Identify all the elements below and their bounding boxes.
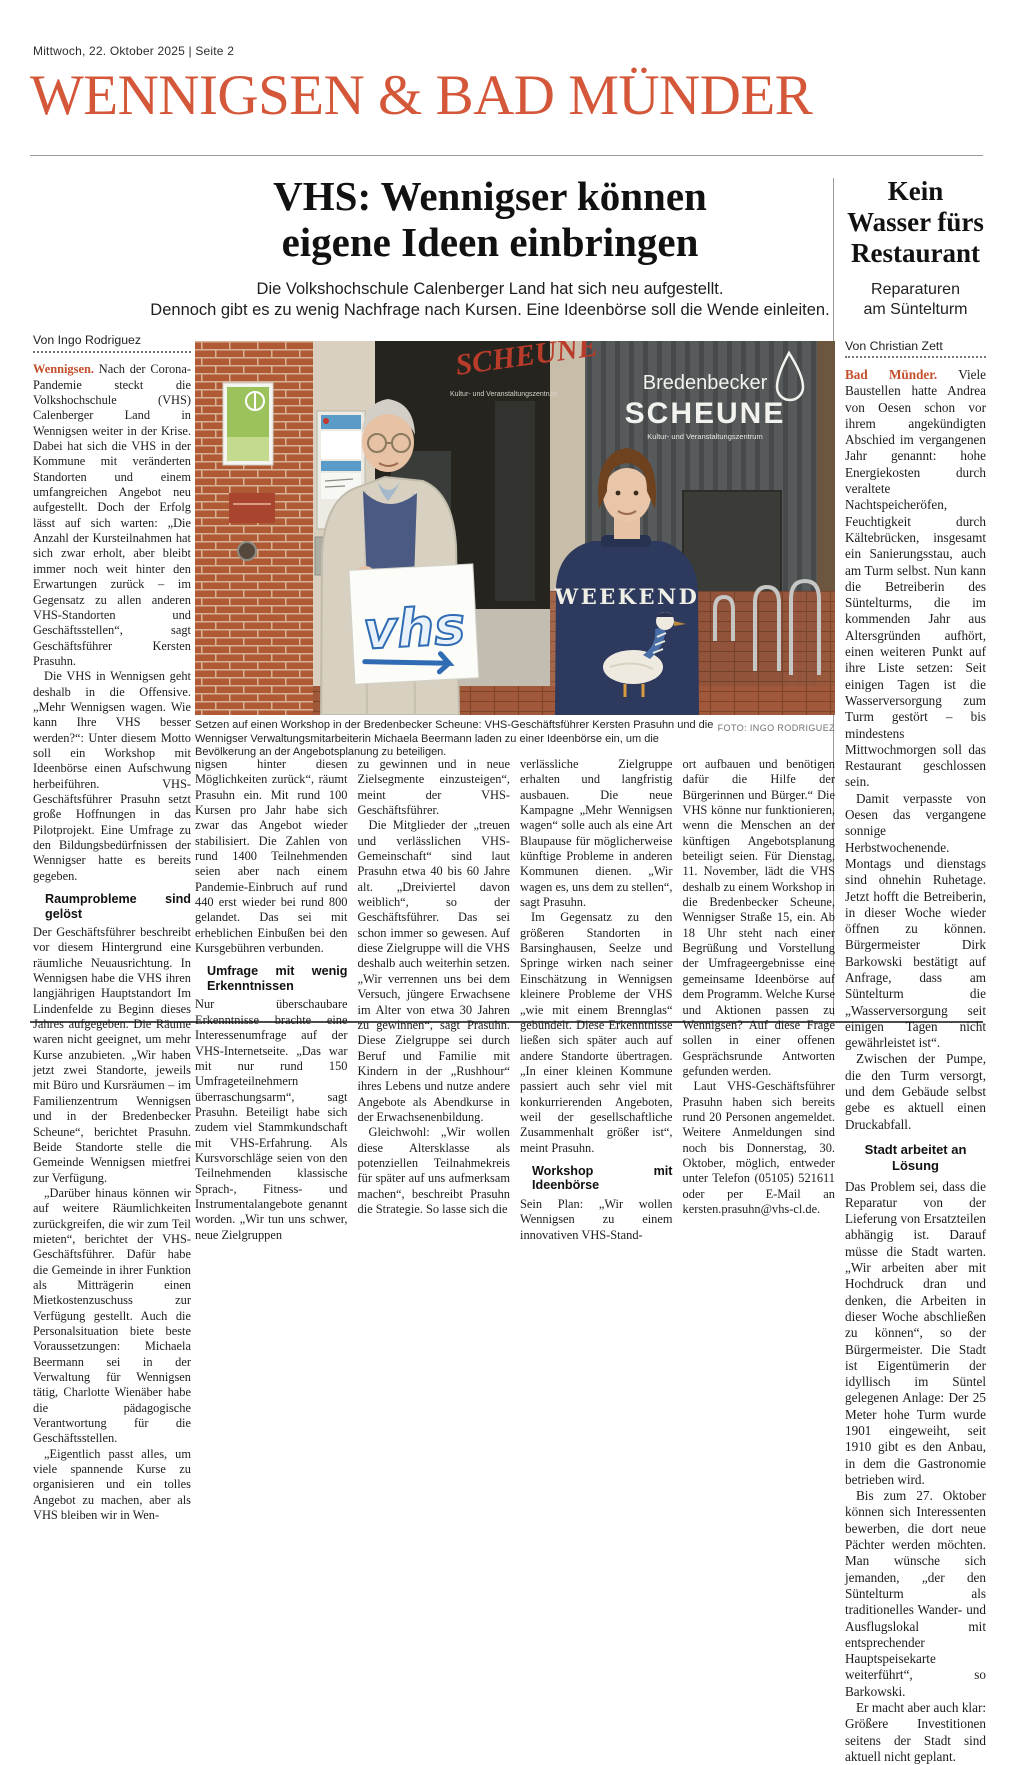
subhead-stadt: Stadt arbeitet an Lösung [864, 1141, 967, 1174]
article-paragraph: „Eigentlich passt alles, um viele spannende Kurse zu organisieren und ein tolles Angebot zu machen, aber als VHS bleiben wir in Wen- [33, 1446, 191, 1523]
sidebar-byline: Von Christian Zett [845, 339, 986, 358]
author-byline: Von Ingo Rodriguez [33, 333, 191, 353]
sidebar-paragraph: Damit verpasste von Oesen das vergangene sonnige Herbstwochenende. Montags und dienstags sind ohnehin Ruhetage. Jetzt hofft die Betreiberin, in dieser Woche wieder öffnen zu können. Bürgermeister Dirk Barkowski bestätigt auf Anfrage, dass am Süntelturm die „Wasserversorgung seit einigen Tagen nicht gewährleistet ist“. [845, 790, 986, 1051]
photo-credit: FOTO: INGO RODRIGUEZ [717, 723, 835, 733]
sidebar-paragraph: Er macht aber auch klar: Größere Investitionen seitens der Stadt sind aktuell nicht geplant. [845, 1700, 986, 1764]
subhead-raumprobleme: Raumprobleme sind gelöst [45, 892, 191, 921]
svg-text:vhs: vhs [361, 596, 467, 662]
article-deck [90, 279, 890, 321]
article-paragraph: Im Gegensatz zu den größeren Standorten in Barsinghausen, Seelze und Springe wirken nach seiner Einschätzung in Wennigsen kleinere Probleme der VHS „wie mit einem Brennglas“ gebündelt. Diese Erkenntnisse ließen sich später auch auf andere Standorte übertragen. „In einer kleinen Kommune passiert auch sehr viel mit konkurrierenden Angeboten, weil der gesellschaftliche Zusammenhalt größer ist“, meint Prasuhn. [520, 910, 673, 1155]
article-paragraph: „Darüber hinaus können wir auf weitere Räumlichkeiten zurückgreifen, die wir zum Teil mieten“, berichtet der VHS-Geschäftsführer. Dafür habe die Gemeinde in ihrer Funktion als Mitträgerin einen Mietkostenzuschuss zur Verfügung gestellt. Auch die Personalsituation biete beste Voraussetzungen: Michaela Beermann sei in der Verwaltung für Wennigsen tätig, Charlotte Wienäber habe die pädagogische Verantwortung für die Geschäftsstellen. [33, 1185, 191, 1446]
article-paragraph: Sein Plan: „Wir wollen Wennigsen zu einem innovativen VHS-Stand- [520, 1196, 673, 1242]
sidebar-paragraph: Bad Münder. Viele Baustellen hatte Andrea von Oesen schon vor ihrem angekündigten Abschied im vergangenen Jahr genannt: hohe Energiekosten durch veraltete Nachtspeicheröfen, Feuchtigkeit durch Kältebrücken, insgesamt ein Sanierungsstau, auch am Turm selbst. Nun kann die Betreiberin des Süntelturms, die im kommenden Jahr aus Altersgründen aufhört, einen weiteren Punkt auf ihre Liste setzen: Seit einigen Tagen ist die Wasserversorgung zum Turm gestört – bis mindestens Mittwochmorgen soll das Restaurant geschlossen sein. [845, 367, 986, 790]
section-title: WENNIGSEN & BAD MÜNDER [30, 64, 813, 127]
article-column-5 [683, 757, 836, 1243]
article-deck-line-1: Die Volkshochschule Calenberger Land hat sich neu aufgestellt. [256, 280, 724, 298]
svg-text:Kultur- und Veranstaltungszent: Kultur- und Veranstaltungszentrum [647, 432, 763, 441]
article-deck-line-2: Dennoch gibt es zu wenig Nachfrage nach Kursen. Eine Ideenbörse soll die Wende einleiten. [150, 301, 830, 319]
svg-text:SCHEUNE: SCHEUNE [624, 397, 786, 430]
svg-text:SCHEUNE: SCHEUNE [453, 341, 600, 382]
doorbell [238, 542, 256, 560]
article-column-1 [33, 333, 191, 1523]
photo-illustration [195, 341, 835, 715]
sidebar-article [845, 176, 986, 1765]
article-headline-line-2: eigene Ideen einbringen [281, 219, 699, 265]
sidebar-paragraph: Das Problem sei, dass die Reparatur von der Lieferung von Ersatzteilen abhängig ist. Darauf müsse die Stadt warten. „Wir arbeiten aber mit Hochdruck dran und denken, die Arbeiten in dieser Woche abschließen zu können“, so der Bürgermeister. Die Stadt ist Eigentümerin der idyllisch im Süntel gelegenen Anlage: Der 25 Meter hohe Turm wurde 1901 eingeweiht, seit 1910 gibt es den Anbau, in dem die Gastronomie betrieben wird. [845, 1178, 986, 1487]
article-bottom-columns [195, 757, 835, 1243]
green-info-sign [223, 383, 273, 465]
red-plate-sign [229, 493, 275, 523]
article-paragraph: Die VHS in Wennigsen geht deshalb in die Offensive. „Mehr Wennigsen wagen. Wie kann Ihre VHS besser werden?“: Unter diesem Motto soll ein Workshop mit Ideenbörse einen Aufschwung herbeiführen. VHS-Geschäftsführer Prasuhn setzt große Hoffnungen in das Pilotprojekt. Eine Umfrage zu den Bildungsbedürfnissen der Wennigser hatte es bereits gegeben. [33, 669, 191, 883]
article-paragraph: Nur überschaubare Erkenntnisse brachte eine Interessenumfrage auf der VHS-Internetseite. „Das war mit nur rund 150 Umfrageteilnehmern überraschungsarm“, sagt Prasuhn. Beteiligt habe sich zudem viel Stammkundschaft mit VHS-Erfahrung. Als Kursvorschläge seien von den Teilnehmenden klassische Sprach-, Fitness- und Instrumentalangebote genannt worden. „Wir tun uns schwer, neue Zielgruppen [195, 997, 348, 1242]
article-paragraph: zu gewinnen und in neue Zielsegmente einzusteigen“, meint der VHS-Geschäftsführer. [357, 757, 510, 818]
article-paragraph: Die Mitglieder der „treuen und verlässlichen VHS-Gemeinschaft“ sind laut Prasuhn etwa 40 bis 60 Jahre alt. „Dreiviertel davon weiblich“, so der Geschäftsführer. Das sei schon immer so gewesen. Auf diese Zielgruppe will die VHS deshalb auch weiterhin setzen. „Wir verrennen uns bei dem Versuch, jüngere Erwachsene im Alter von etwa 30 Jahren zu gewinnen“, sagt Prasuhn. Diese Zielgruppe sei durch Beruf und Familie mit Kindern in der „Rushhour“ ihres Lebens und nutze andere Angebote als Abendkurse in der Erwachsenenbildung. [357, 818, 510, 1124]
sidebar-paragraph: Zwischen der Pumpe, die den Turm versorgt, und dem Gebäude selbst gebe es aktuell einen Druckabfall. [845, 1051, 986, 1132]
article-column-2 [195, 757, 348, 1243]
article-paragraph: verlässliche Zielgruppe erhalten und langfristig ausbauen. Die neue Kampagne „Mehr Wennigsen wagen“ solle auch als eine Art Blaupause für möglicherweise künftige Probleme in anderen Kommunen dienen. „Wir wagen es, uns dem zu stellen“, sagt Prasuhn. [520, 757, 673, 910]
article-paragraph: Wennigsen. Nach der Corona-Pandemie steckt die Volkshochschule (VHS) Calenberger Land in Wennigsen weiter in der Krise. Dabei hat sich die VHS in der Kommune mit veränderten Standorten und einem umfangreichen Angebot neu aufgestellt. Doch der Erfolg lässt auf sich warten: „Die Anzahl der Kursteilnahmen hat sich zwar erholt, aber bleibt immer noch weit hinter den Erwartungen zurück – im Gegensatz zu allen anderen VHS-Standorten und Geschäftsstellen“, sagt Geschäftsführer Kersten Prasuhn. [33, 362, 191, 668]
sidebar-deck: Reparaturen am Süntelturm [863, 281, 968, 318]
dateline-lead-in: Wennigsen. [33, 362, 94, 377]
vhs-sign [349, 564, 479, 684]
article-headline-line-1: VHS: Wennigser können [273, 173, 707, 219]
article-column-4 [520, 757, 673, 1243]
sidebar-headline: Kein Wasser fürs Restaurant [847, 176, 984, 268]
sidebar-body [845, 367, 986, 1765]
sweater-text: WEEKEND [554, 584, 700, 609]
article-paragraph: ort aufbauen und benötigen dafür die Hilfe der Bürgerinnen und Bürger.“ Die VHS könne nur funktionieren, wenn die Menschen an der künftigen Angebotsplanung beteiligt seien. Für Dienstag, 11. November, lädt die VHS deshalb zu einem Workshop in die Bredenbecker Scheune, Wennigser Straße 15, ein. Ab 18 Uhr steht nach einer Begrüßung und Vorstellung der Umfrageergebnisse eine gemeinsame Ideenbörse auf dem Programm. Welche Kurse und Aktionen passen zu Wennigsen? Auf diese Frage sollen in einer offenen Gesprächsrunde Antworten gefunden werden. [682, 757, 835, 1078]
top-rule [30, 155, 983, 156]
photo-caption: FOTO: INGO RODRIGUEZ Setzen auf einen Workshop in der Bredenbecker Scheune: VHS-Geschäftsführer Kersten Prasuhn und die Wennigser Verwaltungsmitarbeiterin Michaela Beermann laden zu einer Ideenbörse ein, um die Bevölkerung an der Angebotsplanung zu beteiligen. [195, 719, 835, 758]
dateline: Mittwoch, 22. Oktober 2025 | Seite 2 [33, 44, 235, 58]
article-photo [195, 341, 835, 715]
svg-text:Bredenbecker: Bredenbecker [642, 372, 768, 394]
dateline-lead-in: Bad Münder. [845, 367, 938, 382]
article-paragraph: nigsen hinter diesen Möglichkeiten zurück“, räumt Prasuhn ein. Mit rund 100 Kursen pro Jahr habe sich zwar das Angebot wieder stabilisiert. Die Zahlen von rund 1400 Teilnehmenden seien aber nach einem Pandemie-Einbruch auf rund 440 erst wieder bei rund 800 gelandet. Das sei mit erheblichen Einbußen bei den Kursgebühren verbunden. [195, 757, 348, 956]
svg-text:Kultur- und Veranstaltungszent: Kultur- und Veranstaltungszentrum [450, 391, 558, 398]
article-headline [145, 173, 835, 265]
article-paragraph: Der Geschäftsführer beschreibt vor diesem Hintergrund eine räumliche Neuausrichtung. In Wennigsen habe die VHS ihren langjährigen Hauptstandort Im Lindenfelde zu Beginn dieses Jahres aufgegeben. Die Räume waren nicht geeignet, um mehr Kurse anzubieten. „Wir haben jetzt zwei Standorte, jeweils mit Büro und Kursräumen – im Familienzentrum Wennigsen und in der Bredenbecker Scheune“, berichtet Prasuhn. Beide Standorte stelle die Gemeinde Wennigsen mietfrei zur Verfügung. [33, 925, 191, 1185]
article-paragraph: Laut VHS-Geschäftsführer Prasuhn haben sich bereits rund 20 Personen angemeldet. Weitere Anmeldungen sind noch bis Donnerstag, 30. Oktober, möglich, entweder unter Telefon (05105) 521611 oder per E-Mail an kersten.prasuhn@vhs-cl.de. [682, 1079, 835, 1216]
subhead-umfrage: Umfrage mit wenig Erkenntnissen [207, 964, 348, 993]
subhead-workshop: Workshop mit Ideenbörse [532, 1163, 673, 1193]
sidebar-paragraph: Bis zum 27. Oktober können sich Interessenten bewerben, die dort neue Pächter werden möchten. Man wünsche sich jemanden, „der den Süntelturm als traditionelles Wander- und Ausflugslokal mit entsprechender Hauptspeisekarte weiterführt“, so Barkowski. [845, 1488, 986, 1699]
article-paragraph: Gleichwohl: „Wir wollen diese Altersklasse als potenziellen Teilnahmekreis für später auf uns aufmerksam machen“, beschreibt Prasuhn die Strategie. So lasse sich die [357, 1125, 510, 1216]
article-column-3 [358, 757, 511, 1243]
